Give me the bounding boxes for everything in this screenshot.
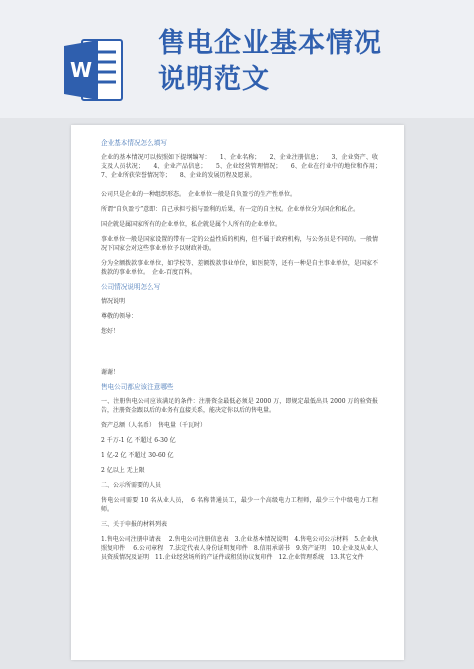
paragraph-self-financing: 所谓“自负盈亏”意即：自己承担亏损与盈利的后果，有一定的自主权。企业单位分为国企和私企。 xyxy=(101,206,360,213)
subheading-personnel: 二、公示所需要的人员 xyxy=(101,482,162,489)
title-line-2: 说明范文 xyxy=(158,64,270,95)
paragraph-registration-conditions: 一、注册售电公司应该满足的条件：注册资金最低必须是 2000 万，即规定最低出具 2000 万的验资报告，注册资金跟以后的业务有直接关系，能决定你以后的售电量。 xyxy=(101,398,378,414)
paragraph-public-institution: 事业单位一般是国家设置的带有一定的公益性质的机构，但不属于政府机构，与公务员是不同的。一般情况下国家会对这些事业单位予以财政补助。 xyxy=(101,236,378,252)
title-line-1: 售电企业基本情况 xyxy=(158,28,382,59)
word-document-icon xyxy=(64,36,124,104)
capital-table-header: 资产总额（人名币） 售电量（千瓦时） xyxy=(101,422,207,429)
statement-thanks: 谢谢！ xyxy=(101,369,120,376)
page-title xyxy=(158,26,468,98)
subheading-materials: 三、关于申报的材料列表 xyxy=(101,521,168,528)
paragraph-materials-list: 1.售电公司注册申请表 2.售电公司注册信息表 3.企业基本情况说明 4.售电公司公示材料 5.企业执照复印件 6.公司章程 7.法定代表人身份证明复印件 8.信用承诺书 9.资产证明 10.企业及从业人员资质情况及证明 11.企业经营场所的产证件或租赁协议复印件 12.企业管理系统 13.其它文件 xyxy=(101,536,378,561)
paragraph-outline: 企业的基本情况可以按照如下提纲编写： 1、企业名称； 2、企业注册信息； 3、企业资产、收支及人员状况； 4、企业产品信息； 5、企业经营管理情况； 6、企业在行业中的地位和作用； 7、企业所获荣誉情况等； 8、企业的发展历程及愿景。 xyxy=(101,154,391,179)
section-heading-basic-info: 企业基本情况怎么填写 xyxy=(101,139,167,147)
banner-header xyxy=(0,0,474,118)
capital-row-2: 1 亿-2 亿 不超过 30-60 亿 xyxy=(101,452,174,459)
statement-title: 情况说明 xyxy=(101,298,126,305)
section-heading-company-statement: 公司情况说明怎么写 xyxy=(101,283,161,291)
paragraph-funding-types: 分为全额拨款事业单位，如学校等、差额拨款事业单位，如医院等，还有一种是自主事业单位，是国家不拨款的事业单位。 企业-百度百科。 xyxy=(101,260,378,276)
paragraph-company-form: 公司只是企业的一种组织形态。 企业单位一般是自负盈亏的生产性单位。 xyxy=(101,191,297,198)
section-heading-electricity-company: 售电公司都应该注意哪些 xyxy=(101,383,174,391)
word-icon-letter: W xyxy=(69,58,93,82)
statement-greeting: 您好！ xyxy=(101,328,120,335)
statement-salutation: 尊敬的领导： xyxy=(101,313,138,320)
paragraph-personnel: 售电公司需要 10 名从业人员， 6 名称普通员工，最少一个高级电力工程师，最少三个中级电力工程师。 xyxy=(101,497,378,513)
document-page xyxy=(71,125,404,660)
paragraph-state-private: 国企就是属国家所有的企业单位，私企就是属个人所有的企业单位。 xyxy=(101,221,282,228)
capital-row-1: 2 千万-1 亿 不超过 6-30 亿 xyxy=(101,437,176,444)
capital-row-3: 2 亿以上 无上限 xyxy=(101,467,145,474)
